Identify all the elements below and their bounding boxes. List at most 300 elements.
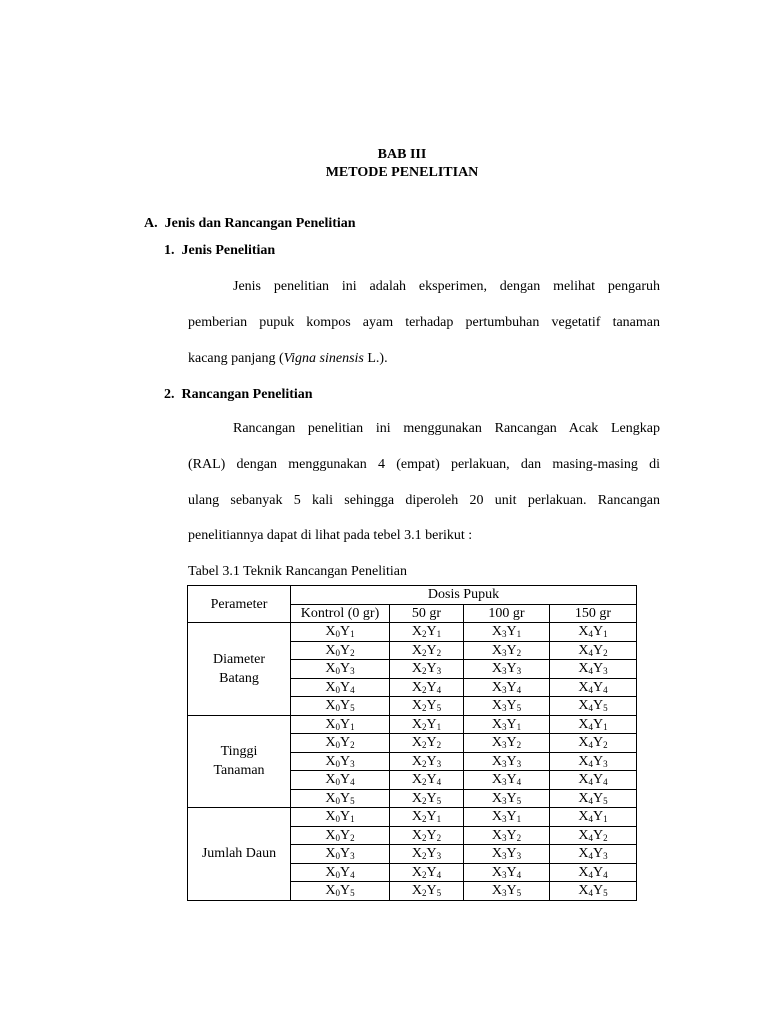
treatment-y: Y bbox=[506, 642, 517, 658]
treatment-x: X bbox=[325, 661, 336, 677]
treatment-y: Y bbox=[340, 827, 351, 843]
treatment-cell bbox=[464, 697, 550, 716]
treatment-y: Y bbox=[340, 661, 351, 677]
treatment-y-index: 4 bbox=[350, 684, 355, 695]
paragraph-1-line-3 bbox=[188, 351, 388, 367]
section-heading-a: A. Jenis dan Rancangan Penelitian bbox=[144, 216, 356, 231]
treatment-x: X bbox=[411, 883, 422, 899]
treatment-cell bbox=[390, 678, 464, 697]
treatment-x-index: 3 bbox=[502, 869, 507, 880]
treatment-x-index: 2 bbox=[422, 740, 427, 751]
table-caption: Tabel 3.1 Teknik Rancangan Penelitian bbox=[188, 564, 407, 579]
treatment-y: Y bbox=[506, 864, 517, 880]
treatment-x-index: 3 bbox=[502, 684, 507, 695]
treatment-x-index: 3 bbox=[502, 666, 507, 677]
treatment-x: X bbox=[325, 864, 336, 880]
treatment-y-index: 2 bbox=[436, 832, 442, 843]
treatment-cell bbox=[291, 882, 390, 901]
paragraph-2-line-1: Rancangan penelitian ini menggunakan Rancangan Acak Lengkap bbox=[233, 421, 660, 436]
treatment-y: Y bbox=[506, 883, 517, 899]
treatment-x: X bbox=[411, 716, 422, 732]
treatment-y: Y bbox=[340, 716, 351, 732]
treatment-x-index: 4 bbox=[588, 851, 593, 862]
treatment-x: X bbox=[325, 883, 336, 899]
treatment-y: Y bbox=[506, 827, 517, 843]
treatment-cell bbox=[390, 882, 464, 901]
treatment-cell bbox=[550, 660, 637, 679]
treatment-x-index: 3 bbox=[502, 851, 507, 862]
treatment-y: Y bbox=[426, 772, 437, 788]
param-header-cell: Perameter bbox=[188, 586, 291, 623]
treatment-y: Y bbox=[593, 827, 604, 843]
treatment-x-index: 3 bbox=[502, 832, 507, 843]
treatment-y: Y bbox=[340, 735, 351, 751]
treatment-x: X bbox=[491, 698, 502, 714]
treatment-y-index: 3 bbox=[603, 851, 608, 862]
treatment-cell bbox=[550, 882, 637, 901]
treatment-x: X bbox=[411, 809, 422, 825]
treatment-y-index: 5 bbox=[603, 888, 608, 899]
treatment-y-index: 4 bbox=[436, 684, 442, 695]
treatment-x: X bbox=[578, 624, 589, 640]
treatment-y: Y bbox=[506, 809, 517, 825]
treatment-x: X bbox=[325, 624, 336, 640]
treatment-cell bbox=[291, 826, 390, 845]
treatment-cell bbox=[390, 789, 464, 808]
treatment-x: X bbox=[491, 716, 502, 732]
treatment-x: X bbox=[491, 790, 502, 806]
treatment-x-index: 2 bbox=[422, 629, 427, 640]
treatment-y-index: 2 bbox=[516, 832, 522, 843]
treatment-cell bbox=[464, 845, 550, 864]
treatment-cell bbox=[291, 734, 390, 753]
table-row bbox=[188, 808, 637, 827]
table-row bbox=[188, 715, 637, 734]
treatment-x-index: 0 bbox=[335, 629, 340, 640]
treatment-x-index: 3 bbox=[502, 629, 507, 640]
paragraph-2-line-4: penelitiannya dapat di lihat pada tebel 3.1 berikut : bbox=[188, 528, 473, 543]
treatment-y-index: 3 bbox=[436, 758, 442, 769]
treatment-y: Y bbox=[506, 846, 517, 862]
treatment-y-index: 3 bbox=[350, 851, 355, 862]
treatment-x: X bbox=[411, 642, 422, 658]
treatment-x: X bbox=[491, 883, 502, 899]
treatment-x-index: 0 bbox=[335, 888, 340, 899]
dose-header-cell: Dosis Pupuk bbox=[291, 586, 637, 605]
treatment-x-index: 4 bbox=[588, 869, 593, 880]
treatment-cell bbox=[550, 678, 637, 697]
treatment-y-index: 3 bbox=[603, 758, 608, 769]
treatment-y-index: 2 bbox=[350, 647, 355, 658]
treatment-x: X bbox=[325, 698, 336, 714]
treatment-y-index: 3 bbox=[516, 758, 522, 769]
treatment-cell bbox=[291, 678, 390, 697]
treatment-y: Y bbox=[506, 716, 517, 732]
treatment-cell bbox=[291, 752, 390, 771]
treatment-y-index: 2 bbox=[350, 832, 355, 843]
treatment-y: Y bbox=[506, 679, 517, 695]
treatment-y: Y bbox=[593, 679, 604, 695]
treatment-y: Y bbox=[506, 772, 517, 788]
dose-column-header: 50 gr bbox=[390, 604, 464, 623]
treatment-y: Y bbox=[506, 661, 517, 677]
treatment-y-index: 4 bbox=[516, 869, 522, 880]
treatment-y-index: 1 bbox=[436, 814, 442, 825]
treatment-y-index: 2 bbox=[516, 647, 522, 658]
treatment-x-index: 3 bbox=[502, 740, 507, 751]
treatment-y: Y bbox=[593, 642, 604, 658]
parameter-cell bbox=[188, 715, 291, 808]
treatment-y-index: 2 bbox=[516, 740, 522, 751]
treatment-y: Y bbox=[340, 753, 351, 769]
treatment-y: Y bbox=[340, 772, 351, 788]
treatment-y: Y bbox=[593, 735, 604, 751]
treatment-y-index: 4 bbox=[436, 777, 442, 788]
parameter-label-line: Batang bbox=[219, 670, 259, 686]
treatment-cell bbox=[390, 715, 464, 734]
treatment-y-index: 5 bbox=[603, 795, 608, 806]
treatment-cell bbox=[291, 697, 390, 716]
treatment-y: Y bbox=[506, 735, 517, 751]
treatment-y-index: 5 bbox=[516, 795, 522, 806]
treatment-x: X bbox=[578, 753, 589, 769]
treatment-x-index: 4 bbox=[588, 666, 593, 677]
treatment-y-index: 5 bbox=[436, 888, 442, 899]
treatment-y-index: 1 bbox=[603, 629, 608, 640]
treatment-y-index: 5 bbox=[350, 703, 355, 714]
treatment-x: X bbox=[491, 864, 502, 880]
chapter-number: BAB III bbox=[377, 147, 427, 162]
paragraph-2-line-3: ulang sebanyak 5 kali sehingga diperoleh 20 unit perlakuan. Rancangan bbox=[188, 493, 660, 508]
treatment-x-index: 2 bbox=[422, 647, 427, 658]
treatment-x-index: 2 bbox=[422, 832, 427, 843]
treatment-x-index: 4 bbox=[588, 703, 593, 714]
treatment-x-index: 4 bbox=[588, 740, 593, 751]
table-header-row bbox=[188, 586, 637, 605]
treatment-y-index: 5 bbox=[516, 703, 522, 714]
treatment-x: X bbox=[491, 846, 502, 862]
treatment-cell bbox=[550, 789, 637, 808]
treatment-x-index: 0 bbox=[335, 758, 340, 769]
treatment-x: X bbox=[411, 624, 422, 640]
treatment-x-index: 0 bbox=[335, 832, 340, 843]
treatment-x-index: 0 bbox=[335, 703, 340, 714]
treatment-x: X bbox=[578, 864, 589, 880]
treatment-cell bbox=[464, 752, 550, 771]
treatment-y-index: 2 bbox=[436, 647, 442, 658]
treatment-y-index: 2 bbox=[603, 740, 608, 751]
treatment-y: Y bbox=[340, 864, 351, 880]
treatment-cell bbox=[464, 678, 550, 697]
treatment-cell bbox=[390, 771, 464, 790]
treatment-y-index: 2 bbox=[603, 832, 608, 843]
treatment-x-index: 3 bbox=[502, 795, 507, 806]
treatment-cell bbox=[550, 697, 637, 716]
treatment-cell bbox=[291, 660, 390, 679]
treatment-x-index: 0 bbox=[335, 647, 340, 658]
treatment-y: Y bbox=[340, 790, 351, 806]
paragraph-1-line-1: Jenis penelitian ini adalah eksperimen, dengan melihat pengaruh bbox=[233, 279, 660, 294]
treatment-x: X bbox=[578, 790, 589, 806]
treatment-y-index: 3 bbox=[516, 851, 522, 862]
treatment-y: Y bbox=[426, 679, 437, 695]
treatment-cell bbox=[291, 789, 390, 808]
treatment-y: Y bbox=[340, 883, 351, 899]
treatment-x-index: 0 bbox=[335, 666, 340, 677]
treatment-x-index: 0 bbox=[335, 814, 340, 825]
treatment-x-index: 4 bbox=[588, 629, 593, 640]
treatment-cell bbox=[390, 697, 464, 716]
treatment-x: X bbox=[578, 716, 589, 732]
treatment-y-index: 5 bbox=[603, 703, 608, 714]
treatment-cell bbox=[390, 734, 464, 753]
treatment-cell bbox=[464, 623, 550, 642]
treatment-x: X bbox=[411, 790, 422, 806]
treatment-x: X bbox=[491, 809, 502, 825]
treatment-x: X bbox=[578, 642, 589, 658]
treatment-y: Y bbox=[593, 883, 604, 899]
treatment-x-index: 2 bbox=[422, 721, 427, 732]
treatment-cell bbox=[550, 845, 637, 864]
treatment-x: X bbox=[578, 809, 589, 825]
treatment-cell bbox=[390, 826, 464, 845]
treatment-x: X bbox=[411, 827, 422, 843]
treatment-x-index: 3 bbox=[502, 777, 507, 788]
treatment-y: Y bbox=[426, 753, 437, 769]
treatment-y-index: 1 bbox=[516, 721, 522, 732]
treatment-cell bbox=[390, 623, 464, 642]
treatment-y-index: 1 bbox=[436, 629, 442, 640]
treatment-cell bbox=[464, 641, 550, 660]
treatment-cell bbox=[550, 826, 637, 845]
treatment-x: X bbox=[325, 809, 336, 825]
treatment-y: Y bbox=[506, 698, 517, 714]
treatment-y-index: 5 bbox=[350, 888, 355, 899]
treatment-y: Y bbox=[426, 883, 437, 899]
treatment-cell bbox=[390, 660, 464, 679]
paragraph-2-line-2: (RAL) dengan menggunakan 4 (empat) perlakuan, dan masing-masing di bbox=[188, 457, 660, 472]
treatment-cell bbox=[464, 771, 550, 790]
treatment-cell bbox=[550, 771, 637, 790]
treatment-x-index: 0 bbox=[335, 721, 340, 732]
treatment-x: X bbox=[325, 846, 336, 862]
species-name: Vigna sinensis bbox=[283, 351, 364, 366]
treatment-x: X bbox=[411, 772, 422, 788]
paragraph-1-line-3-pre: kacang panjang ( bbox=[188, 351, 284, 366]
treatment-y-index: 2 bbox=[603, 647, 608, 658]
treatment-y: Y bbox=[340, 642, 351, 658]
treatment-y: Y bbox=[426, 809, 437, 825]
treatment-x-index: 0 bbox=[335, 869, 340, 880]
treatment-y: Y bbox=[426, 827, 437, 843]
treatment-cell bbox=[550, 623, 637, 642]
treatment-cell bbox=[550, 715, 637, 734]
treatment-y: Y bbox=[593, 753, 604, 769]
treatment-cell bbox=[390, 808, 464, 827]
treatment-x-index: 4 bbox=[588, 758, 593, 769]
treatment-x-index: 2 bbox=[422, 777, 427, 788]
treatment-y: Y bbox=[426, 624, 437, 640]
treatment-x-index: 4 bbox=[588, 777, 593, 788]
treatment-x-index: 2 bbox=[422, 795, 427, 806]
treatment-cell bbox=[390, 863, 464, 882]
treatment-x: X bbox=[491, 642, 502, 658]
treatment-cell bbox=[550, 752, 637, 771]
treatment-cell bbox=[464, 715, 550, 734]
paragraph-1-line-2: pemberian pupuk kompos ayam terhadap pertumbuhan vegetatif tanaman bbox=[188, 315, 660, 330]
treatment-x: X bbox=[325, 642, 336, 658]
treatment-y: Y bbox=[593, 624, 604, 640]
treatment-y: Y bbox=[593, 698, 604, 714]
treatment-x: X bbox=[578, 827, 589, 843]
treatment-y-index: 3 bbox=[350, 666, 355, 677]
treatment-x: X bbox=[325, 772, 336, 788]
treatment-y-index: 3 bbox=[516, 666, 522, 677]
treatment-x-index: 4 bbox=[588, 832, 593, 843]
treatment-y: Y bbox=[593, 716, 604, 732]
treatment-cell bbox=[291, 845, 390, 864]
treatment-x: X bbox=[411, 679, 422, 695]
treatment-y: Y bbox=[426, 642, 437, 658]
treatment-cell bbox=[464, 734, 550, 753]
subsection-heading-1: 1. Jenis Penelitian bbox=[164, 243, 276, 258]
treatment-x-index: 0 bbox=[335, 684, 340, 695]
treatment-y-index: 4 bbox=[603, 684, 608, 695]
treatment-x-index: 4 bbox=[588, 684, 593, 695]
treatment-cell bbox=[291, 715, 390, 734]
treatment-x: X bbox=[578, 772, 589, 788]
treatment-y: Y bbox=[426, 846, 437, 862]
treatment-y-index: 2 bbox=[436, 740, 442, 751]
treatment-y: Y bbox=[426, 661, 437, 677]
treatment-x-index: 2 bbox=[422, 758, 427, 769]
treatment-y-index: 3 bbox=[436, 851, 442, 862]
treatment-x-index: 2 bbox=[422, 851, 427, 862]
treatment-y-index: 5 bbox=[350, 795, 355, 806]
treatment-cell bbox=[291, 771, 390, 790]
treatment-y-index: 3 bbox=[350, 758, 355, 769]
treatment-cell bbox=[291, 863, 390, 882]
treatment-x: X bbox=[325, 716, 336, 732]
treatment-y-index: 1 bbox=[350, 814, 355, 825]
treatment-cell bbox=[550, 808, 637, 827]
treatment-y: Y bbox=[593, 809, 604, 825]
subsection-heading-2: 2. Rancangan Penelitian bbox=[164, 387, 313, 402]
treatment-y-index: 4 bbox=[436, 869, 442, 880]
treatment-x: X bbox=[578, 735, 589, 751]
treatment-x: X bbox=[491, 735, 502, 751]
treatment-x-index: 2 bbox=[422, 869, 427, 880]
treatment-x-index: 2 bbox=[422, 703, 427, 714]
treatment-y: Y bbox=[593, 864, 604, 880]
treatment-y-index: 1 bbox=[603, 721, 608, 732]
treatment-x: X bbox=[491, 679, 502, 695]
treatment-x: X bbox=[491, 753, 502, 769]
treatment-y: Y bbox=[593, 790, 604, 806]
treatment-cell bbox=[390, 845, 464, 864]
treatment-y-index: 4 bbox=[350, 869, 355, 880]
treatment-cell bbox=[464, 826, 550, 845]
treatment-y-index: 5 bbox=[436, 703, 442, 714]
treatment-x-index: 4 bbox=[588, 795, 593, 806]
treatment-y: Y bbox=[506, 624, 517, 640]
parameter-label-line: Diameter bbox=[212, 651, 266, 667]
treatment-y-index: 3 bbox=[603, 666, 608, 677]
treatment-x: X bbox=[411, 864, 422, 880]
treatment-y-index: 2 bbox=[350, 740, 355, 751]
parameter-label-line: Tanaman bbox=[213, 763, 265, 779]
treatment-x: X bbox=[491, 827, 502, 843]
treatment-y-index: 4 bbox=[603, 869, 608, 880]
treatment-x: X bbox=[578, 698, 589, 714]
treatment-x: X bbox=[411, 698, 422, 714]
treatment-x-index: 4 bbox=[588, 814, 593, 825]
treatment-cell bbox=[390, 752, 464, 771]
treatment-y: Y bbox=[340, 698, 351, 714]
treatment-x: X bbox=[325, 735, 336, 751]
treatment-y: Y bbox=[426, 790, 437, 806]
treatment-x: X bbox=[578, 883, 589, 899]
parameter-cell bbox=[188, 808, 291, 901]
treatment-x-index: 2 bbox=[422, 684, 427, 695]
treatment-cell bbox=[291, 623, 390, 642]
treatment-x-index: 2 bbox=[422, 814, 427, 825]
treatment-x-index: 3 bbox=[502, 721, 507, 732]
chapter-title: METODE PENELITIAN bbox=[325, 165, 479, 180]
treatment-y: Y bbox=[340, 846, 351, 862]
treatment-x: X bbox=[411, 846, 422, 862]
treatment-y: Y bbox=[593, 846, 604, 862]
treatment-y: Y bbox=[340, 809, 351, 825]
treatment-y-index: 4 bbox=[516, 777, 522, 788]
treatment-x-index: 0 bbox=[335, 740, 340, 751]
treatment-cell bbox=[550, 863, 637, 882]
treatment-cell bbox=[464, 808, 550, 827]
treatment-x: X bbox=[491, 661, 502, 677]
treatment-x: X bbox=[578, 846, 589, 862]
treatment-x: X bbox=[578, 679, 589, 695]
treatment-cell bbox=[464, 882, 550, 901]
parameter-label-line: Tinggi bbox=[220, 744, 258, 760]
treatment-x: X bbox=[325, 753, 336, 769]
treatment-y-index: 1 bbox=[516, 814, 522, 825]
treatment-y: Y bbox=[506, 790, 517, 806]
treatment-x-index: 3 bbox=[502, 814, 507, 825]
treatment-y-index: 4 bbox=[350, 777, 355, 788]
treatment-x: X bbox=[411, 753, 422, 769]
treatment-x: X bbox=[491, 624, 502, 640]
treatment-y-index: 5 bbox=[436, 795, 442, 806]
treatment-x-index: 3 bbox=[502, 888, 507, 899]
treatment-y-index: 1 bbox=[603, 814, 608, 825]
treatment-x: X bbox=[325, 679, 336, 695]
dose-column-header: Kontrol (0 gr) bbox=[291, 604, 390, 623]
treatment-x: X bbox=[325, 827, 336, 843]
parameter-cell bbox=[188, 623, 291, 716]
treatment-x-index: 2 bbox=[422, 666, 427, 677]
dose-column-header: 100 gr bbox=[464, 604, 550, 623]
treatment-y-index: 1 bbox=[350, 629, 355, 640]
treatment-x: X bbox=[411, 735, 422, 751]
treatment-y: Y bbox=[426, 735, 437, 751]
paragraph-1-line-3-post: L.). bbox=[363, 351, 388, 366]
treatment-y: Y bbox=[426, 698, 437, 714]
treatment-y: Y bbox=[340, 679, 351, 695]
treatment-x-index: 0 bbox=[335, 777, 340, 788]
design-table bbox=[187, 585, 637, 901]
treatment-y-index: 1 bbox=[350, 721, 355, 732]
table-row bbox=[188, 623, 637, 642]
